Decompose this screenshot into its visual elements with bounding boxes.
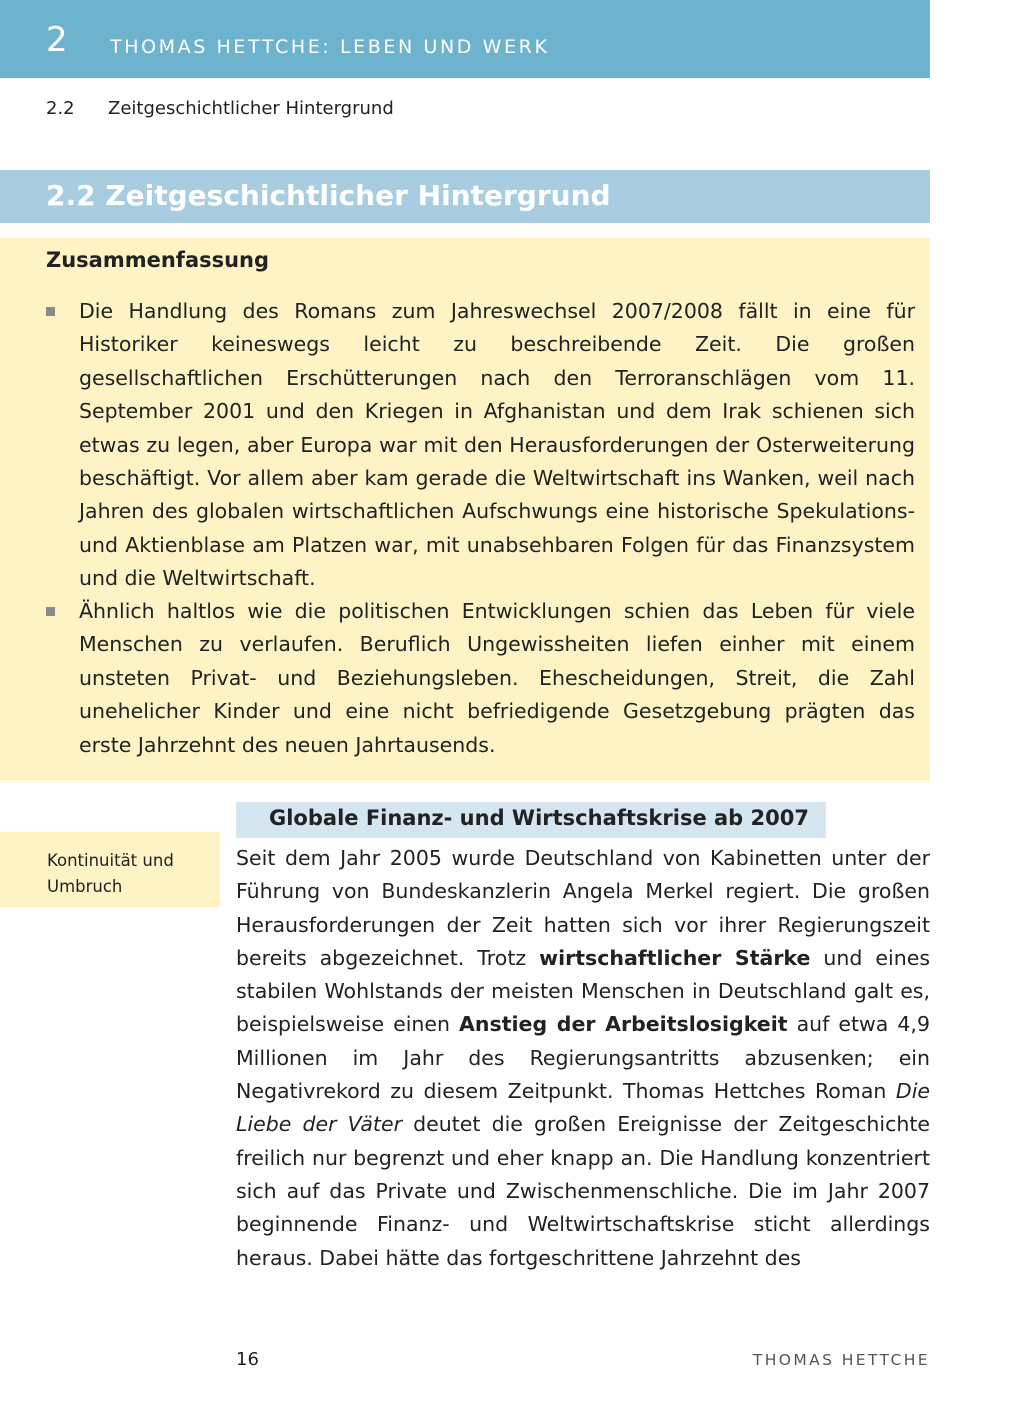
running-section-head — [46, 98, 394, 119]
section-band-title: 2.2 Zeitgeschichtlicher Hintergrund — [46, 179, 611, 212]
margin-note-box — [0, 832, 220, 907]
section-title: Zeitgeschichtlicher Hintergrund — [108, 98, 394, 119]
subsection-heading-box — [236, 802, 826, 838]
summary-heading: Zusammenfassung — [46, 248, 270, 272]
chapter-title: THOMAS HETTCHE: LEBEN UND WERK — [110, 36, 550, 58]
body-text-part: deutet die großen Ereignisse der Zeitgeschichte freilich nur begrenzt und eher knapp an. Die Handlung konzentriert sich auf das Private und Zwischenmenschliche. Die im Jahr 2007 beginnende Finanz- und Weltwirtschaftskrise sticht allerdings heraus. Dabei hätte das fortgeschrittene Jahrzehnt des — [236, 1112, 930, 1270]
bullet-square-icon — [46, 307, 55, 316]
section-number: 2.2 — [46, 98, 75, 119]
chapter-header-band — [0, 0, 930, 78]
footer-book-title: THOMAS HETTCHE — [752, 1351, 930, 1369]
body-text-part: und eines stabilen Wohlstands der meisten Menschen in Deutschland galt es, beispielsweise einen — [236, 945, 930, 1037]
margin-note-label: Kontinuität und Umbruch — [47, 851, 174, 896]
summary-box — [0, 238, 930, 781]
summary-bullet-1: Die Handlung des Romans zum Jahreswechsel 2007/2008 fällt in eine für Historiker keineswegs leicht zu beschreibende Zeit. Die großen gesellschaftlichen Erschütterungen nach den Terroranschlägen vom 11. September 2001 und den Kriegen in Afghanistan und dem Irak schienen sich etwas zu legen, aber Europa war mit den Herausforderungen der Osterweiterung beschäftigt. Vor allem aber kam gerade die Weltwirtschaft ins Wanken, weil nach Jahren des globalen wirtschaftlichen Aufschwungs eine historische Spekulations- und Aktienblase am Platzen war, mit unabsehbaren Folgen für das Finanzsystem und die Weltwirtschaft. — [79, 299, 915, 591]
body-bold-term: Anstieg der Arbeitslosigkeit — [459, 1012, 788, 1037]
bullet-square-icon — [46, 607, 55, 616]
body-bold-term: wirtschaftlicher Stärke — [539, 945, 811, 970]
subsection-heading: Globale Finanz- und Wirtschaftskrise ab 2007 — [269, 806, 809, 830]
page-number: 16 — [236, 1349, 259, 1370]
chapter-number: 2 — [46, 20, 68, 60]
section-title-band — [0, 170, 930, 223]
body-paragraph — [236, 842, 930, 1275]
book-title-italic: Die Liebe der Väter — [236, 1079, 930, 1137]
body-text-part: Seit dem Jahr 2005 wurde Deutschland von Kabinetten unter der Führung von Bundeskanzlerin Angela Merkel regiert. Die großen Herausforderungen der Zeit hatten sich vor ihrer Regierungszeit bereits abgezeichnet. Trotz — [236, 846, 930, 970]
summary-bullet-2: Ähnlich haltlos wie die politischen Entwicklungen schien das Leben für viele Menschen zu verlaufen. Beruflich Ungewissheiten liefen einher mit einem unsteten Privat- und Beziehungsleben. Ehescheidungen, Streit, die Zahl unehelicher Kinder und eine nicht befriedigende Gesetzgebung prägten das erste Jahrzehnt des neuen Jahrtausends. — [79, 599, 915, 757]
body-text-part: auf etwa 4,9 Millionen im Jahr des Regierungsantritts abzusenken; ein Negativrekord zu diesem Zeitpunkt. Thomas Hettches Roman — [236, 1012, 930, 1104]
